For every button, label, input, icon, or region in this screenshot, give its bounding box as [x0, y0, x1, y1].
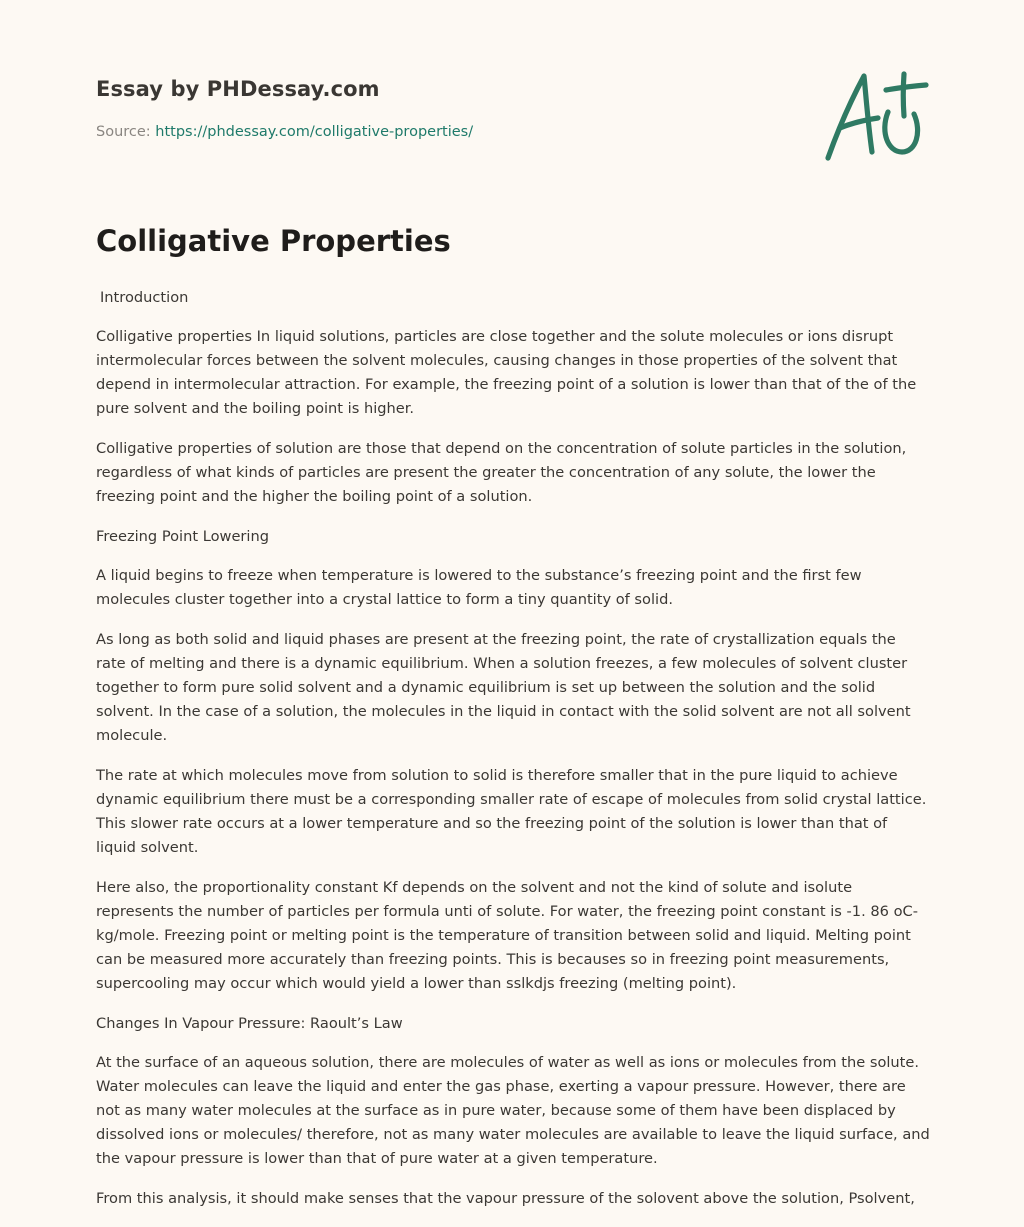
section-heading-freezing-point: Freezing Point Lowering	[96, 528, 269, 545]
brand-title: Essay by PHDessay.com	[96, 77, 380, 101]
source-link[interactable]: https://phdessay.com/colligative-properties/	[155, 124, 474, 140]
paragraph: The rate at which molecules move from solution to solid is therefore smaller that in the pure liquid to achieve dynamic equilibrium there must be a corresponding smaller rate of escape of molecules from solid crystal lattice. This slower rate occurs at a lower temperature and so the freezing point of the solution is lower than that of liquid solvent.	[96, 767, 927, 856]
paragraph: A liquid begins to freeze when temperature is lowered to the substance’s freezing point and the first few molecules cluster together into a crystal lattice to form a tiny quantity of solid.	[96, 567, 862, 608]
a-plus-logo-icon	[818, 66, 930, 166]
source-label: Source:	[96, 124, 156, 140]
paragraph: At the surface of an aqueous solution, there are molecules of water as well as ions or molecules from the solute. Water molecules can leave the liquid and enter the gas phase, exerting a vapour pressure. However, there are not as many water molecules at the surface as in pure water, because some of them have been displaced by dissolved ions or molecules/ therefore, not as many water molecules are available to leave the liquid surface, and the vapour pressure is lower than that of pure water at a given temperature.	[96, 1054, 930, 1167]
source-line	[96, 124, 473, 140]
paragraph: Here also, the proportionality constant Kf depends on the solvent and not the kind of solute and isolute represents the number of particles per formula unti of solute. For water, the freezing point constant is -1. 86 oC-kg/mole. Freezing point or melting point is the temperature of transition between solid and liquid. Melting point can be measured more accurately than freezing points. This is becauses so in freezing point measurements, supercooling may occur which would yield a lower than sslkdjs freezing (melting point).	[96, 879, 918, 992]
paragraph: Colligative properties In liquid solutions, particles are close together and the solute molecules or ions disrupt intermolecular forces between the solvent molecules, causing changes in those properties of the solvent that depend in intermolecular attraction. For example, the freezing point of a solution is lower than that of the of the pure solvent and the boiling point is higher.	[96, 328, 917, 417]
essay-title: Colligative Properties	[96, 224, 451, 258]
section-heading-introduction: Introduction	[100, 289, 189, 306]
essay-body	[96, 286, 930, 1227]
section-heading-vapour-pressure: Changes In Vapour Pressure: Raoult’s Law	[96, 1015, 403, 1032]
paragraph: As long as both solid and liquid phases are present at the freezing point, the rate of crystallization equals the rate of melting and there is a dynamic equilibrium. When a solution freezes, a few molecules of solvent cluster together to form pure solid solvent and a dynamic equilibrium is set up between the solution and the solid solvent. In the case of a solution, the molecules in the liquid in contact with the solid solvent are not all solvent molecule.	[96, 631, 911, 744]
paragraph: Colligative properties of solution are those that depend on the concentration of solute particles in the solution, regardless of what kinds of particles are present the greater the concentration of any solute, the lower the freezing point and the higher the boiling point of a solution.	[96, 440, 907, 505]
paragraph: From this analysis, it should make senses that the vapour pressure of the solovent above the solution, Psolvent,	[96, 1190, 915, 1207]
